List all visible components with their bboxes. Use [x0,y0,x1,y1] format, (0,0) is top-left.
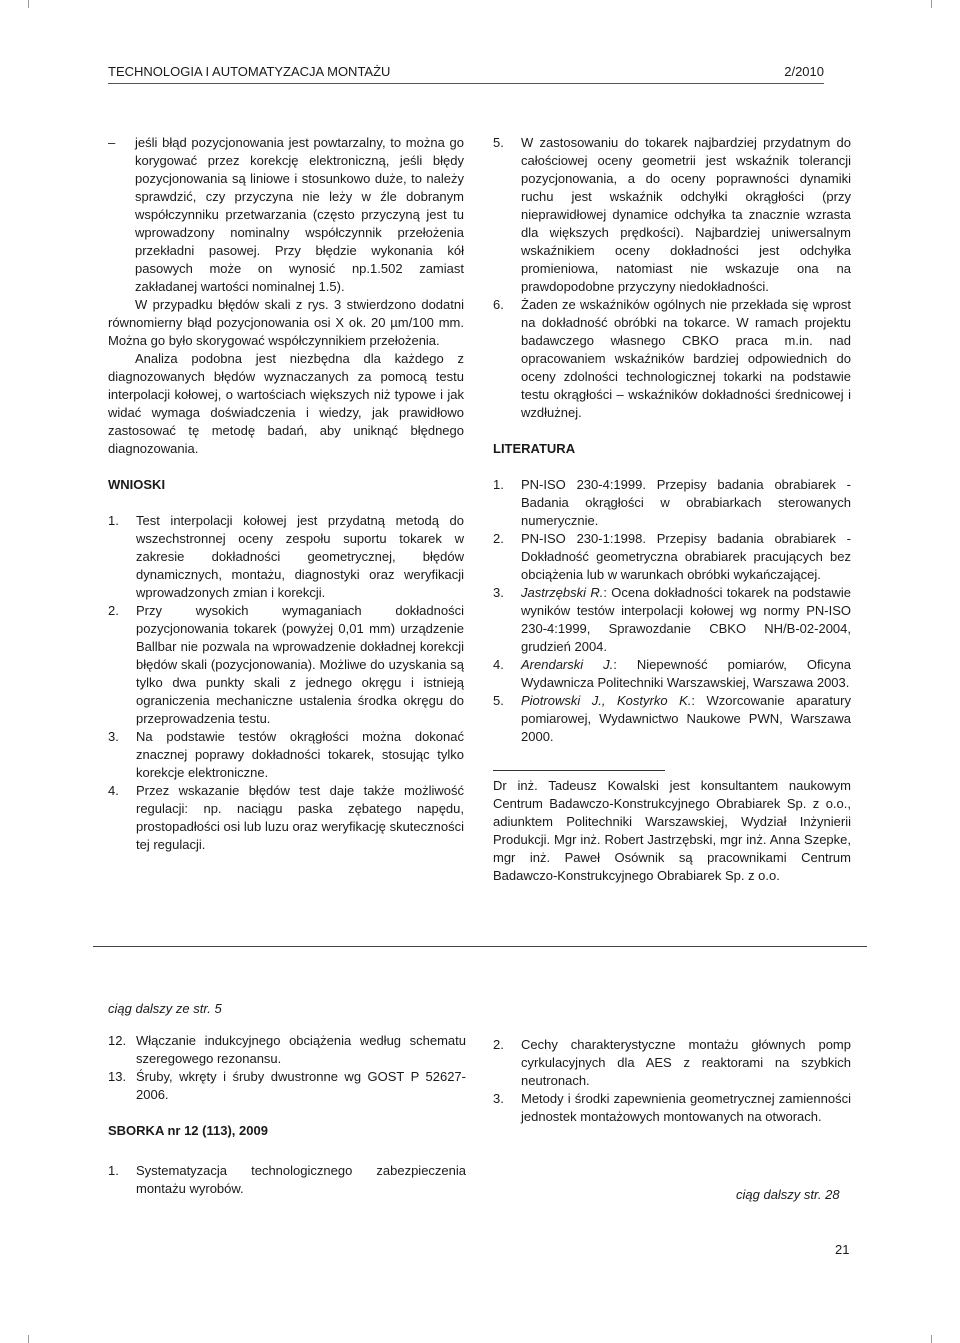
sborka-heading: SBORKA nr 12 (113), 2009 [108,1123,268,1138]
sborka-list [108,1162,466,1198]
list-item [493,1036,851,1090]
reference-author: Jastrzębski R. [521,585,604,600]
list-item [108,1032,466,1068]
item-number: 5. [493,135,504,150]
paragraph: Analiza podobna jest niezbędna dla każdego z diagnozowanych błędów wyznaczanych za pomocą testu interpolacji kołowej, o wartościach większych niż typowe i jak widać wymaga doświadczenia i wiedzy, jak prawidłowo zastosować tę metodę badań, aby uniknąć błędnego diagnozowania. [108,351,464,456]
reference-text: : Niepewność pomiarów, Oficyna Wydawnicza Politechniki Warszawskiej, Warszawa 2003. [521,657,851,690]
item-number: 2. [108,603,119,618]
reference-item [493,476,851,530]
item-number: 3. [493,1091,504,1106]
item-number: 13. [108,1069,127,1084]
item-text: Przy wysokich wymaganiach dokładności pozycjonowania tokarek (powyżej 0,01 mm) urządzenie Ballbar nie pozwala na wprowadzenie dokładnej korekcji błędów skali (pozycjonowania). Możliwe do uzyskania są tylko dwa punkty skali z jednego okręgu i istnieją ograniczenia mechaniczne ustalenia środka okręgu do przeprowadzenia testu. [136,603,464,726]
list-item [108,602,464,728]
list-item [493,1090,851,1126]
crop-mark [931,1335,932,1343]
list-item [108,1068,466,1104]
section-divider [93,946,867,947]
item-text: Metody i środki zapewnienia geometrycznej zamienności jednostek montażowych montowanych na otworach. [521,1091,851,1124]
reference-author: Piotrowski J., Kostyrko K. [521,693,692,708]
continued-from-label: ciąg dalszy ze str. 5 [108,1001,222,1016]
conclusions-heading: WNIOSKI [108,477,166,492]
list-item [108,782,464,854]
item-text: Cechy charakterystyczne montażu głównych pomp cyrkulacyjnych dla AES z reaktorami na szybkich neutronach. [521,1037,851,1088]
literature-list [493,476,851,746]
continuation-right [493,1036,851,1126]
item-number: 1. [493,477,504,492]
author-note: Dr inż. Tadeusz Kowalski jest konsultantem naukowym Centrum Badawczo-Konstrukcyjnego Obrabiarek Sp. z o.o., adiunktem Politechniki Warszawskiej, Wydział Inżynierii Produkcji. Mgr inż. Robert Jastrzębski, mgr inż. Anna Szepke, mgr inż. Paweł Osównik są pracownikami Centrum Badawczo-Konstrukcyjnego Obrabiarek Sp. z o.o. [493,778,851,883]
reference-author: Arendarski J. [521,657,614,672]
reference-text: : Ocena dokładności tokarek na podstawie wyników testów interpolacji kołowej wg normy PN-ISO 230-4:1999, Sprawozdanie CBKO NH/B-02-2004, grudzień 2004. [521,585,851,654]
crop-mark [931,0,932,8]
conclusions-list [108,512,464,854]
list-item [108,512,464,602]
journal-title: TECHNOLOGIA I AUTOMATYZACJA MONTAŻU [108,64,391,79]
item-number: 6. [493,297,504,312]
author-note-rule [493,770,665,771]
item-text: Przez wskazanie błędów test daje także możliwość regulacji: np. naciągu paska zębatego napędu, prostopadłości osi lub luzu oraz weryfikację skuteczności tej regulacji. [136,783,464,852]
item-text: Włączanie indukcyjnego obciążenia według schematu szeregowego rezonansu. [136,1033,466,1066]
reference-item [493,530,851,584]
reference-text: PN-ISO 230-4:1999. Przepisy badania obrabiarek - Badania okrągłości w obrabiarkach sterowanych numerycznie. [521,477,851,528]
list-item [108,728,464,782]
item-number: 12. [108,1033,127,1048]
page-number: 21 [835,1242,850,1257]
continuation-list [493,1036,851,1126]
left-column [108,134,464,854]
item-number: 4. [108,783,119,798]
list-item [493,134,851,296]
item-text: Żaden ze wskaźników ogólnych nie przekłada się wprost na dokładność obróbki na tokarce. W ramach projektu badawczego własnego CBKO praca m.in. nad opracowaniem wskaźników bardziej odpowiednich do oceny zdolności technologicznej tokarki na podstawie testu okrągłości – wskaźników dokładności średnicowej i wzdłużnej. [521,297,851,420]
item-number: 3. [108,729,119,744]
item-number: 1. [108,513,119,528]
reference-item [493,584,851,656]
issue-number: 2/2010 [784,64,824,79]
crop-mark [28,1335,29,1343]
continued-to-label: ciąg dalszy str. 28 [736,1187,840,1202]
dash-list-item [108,134,464,296]
continuation-list [108,1032,466,1104]
header-rule [108,83,824,84]
item-number: 2. [493,531,504,546]
item-number: 2. [493,1037,504,1052]
list-item [108,1162,466,1198]
conclusions-list-continued [493,134,851,422]
item-number: 4. [493,657,504,672]
reference-text: PN-ISO 230-1:1998. Przepisy badania obrabiarek - Dokładność geometryczna obrabiarek pracujących bez obciążenia lub w warunkach obróbki wykańczającej. [521,531,851,582]
item-number: 1. [108,1163,119,1178]
item-text: Test interpolacji kołowej jest przydatną metodą do wszechstronnej oceny zespołu suportu tokarek w zakresie dokładności geometrycznej, błędów dynamicznych, montażu, diagnostyki oraz weryfikacji wprowadzonych zmian i korekcji. [136,513,464,600]
continuation-left [108,1032,466,1198]
reference-item [493,692,851,746]
item-text: Śruby, wkręty i śruby dwustronne wg GOST P 52627-2006. [136,1069,466,1102]
crop-mark [28,0,29,8]
paragraph: W przypadku błędów skali z rys. 3 stwierdzono dodatni równomierny błąd pozycjonowania osi X ok. 20 µm/100 mm. Można go było skorygować współczynnikiem przełożenia. [108,297,464,348]
item-text: Na podstawie testów okrągłości można dokonać znacznej poprawy dokładności tokarek, stosując tylko korekcje elektroniczne. [136,729,464,780]
reference-item [493,656,851,692]
item-text: W zastosowaniu do tokarek najbardziej przydatnym do całościowej oceny geometrii jest wskaźnik tolerancji pozycjonowania, a do oceny poprawności dynamiki ruchu jest wskaźnik odchyłki okrągłości (przy nieprawidłowej dynamice odchyłka ta znacznie wzrasta dla większych prędkości). Najbardziej uniwersalnym wskaźnikiem oceny dokładności jest odchyłka promieniowa, natomiast nie wskazuje ona na prawdopodobne przyczyny niedokładności. [521,135,851,294]
right-column [493,134,851,885]
reference-text: : Wzorcowanie aparatury pomiarowej, Wydawnictwo Naukowe PWN, Warszawa 2000. [521,693,851,744]
dash-item-text: jeśli błąd pozycjonowania jest powtarzalny, to można go korygować przez korekcję elektroniczną, jeśli błędy pozycjonowania są liniowe i stosunkowo duże, to należy sprawdzić, czy przyczyna nie leży w źle dobranym współczynniku przetwarzania (często przyczyną jest tu wprowadzony nominalny współczynnik przełożenia przekładni pasowej. Przy błędzie wykonania kół pasowych może on wynosić np.1.502 zamiast zakładanej wartości nominalnej 1.5). [135,135,464,294]
item-number: 3. [493,585,504,600]
item-text: Systematyzacja technologicznego zabezpieczenia montażu wyrobów. [136,1163,466,1196]
item-number: 5. [493,693,504,708]
dash-marker: – [108,135,116,150]
list-item [493,296,851,422]
literature-heading: LITERATURA [493,441,576,456]
